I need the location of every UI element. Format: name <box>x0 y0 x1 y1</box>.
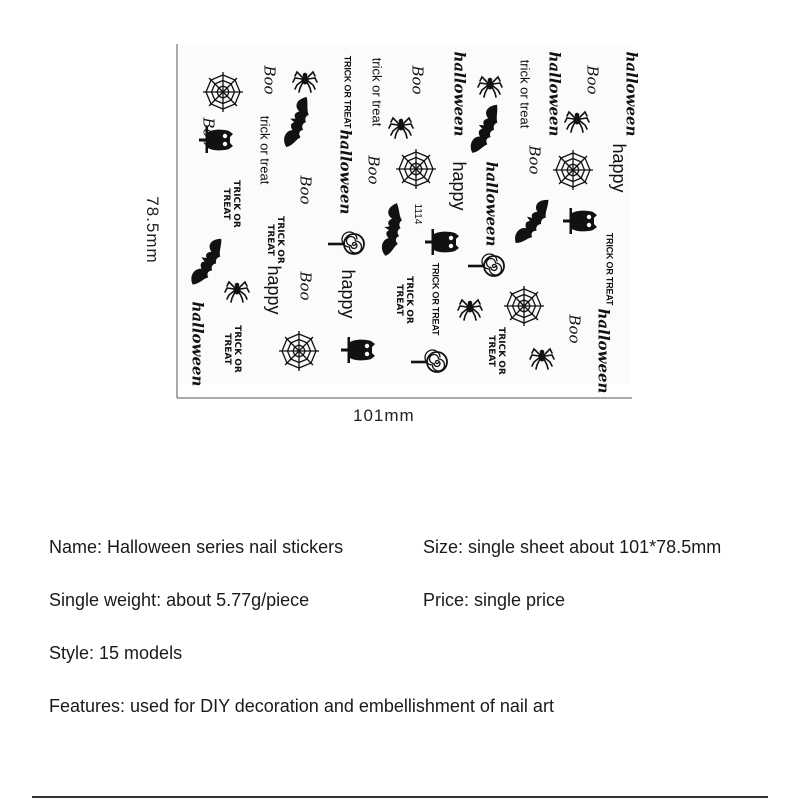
trick-or-treat-stacked-sticker: TRICK OR TREAT <box>486 327 506 375</box>
halloween-sticker: halloween <box>622 51 641 137</box>
boo-sticker: Boo <box>296 271 315 301</box>
happy-sticker: happy <box>338 269 358 319</box>
trick-or-treat-caps-sticker: TRICK OR TREAT <box>430 262 441 336</box>
trick-or-treat-sticker: trick or treat <box>257 115 273 185</box>
happy-sticker: happy <box>449 161 469 211</box>
trick-or-treat-sticker: trick or treat <box>517 59 533 129</box>
halloween-sticker: halloween <box>188 301 207 387</box>
boo-sticker: Boo <box>565 314 584 344</box>
boo-sticker: Boo <box>408 65 427 95</box>
width-label: 101mm <box>353 406 415 425</box>
trick-or-treat-stacked-sticker: TRICK OR TREAT <box>265 216 285 264</box>
model-number: 1114 <box>412 203 423 225</box>
boo-sticker: Boo <box>260 65 279 95</box>
boo-sticker: Boo <box>199 117 218 147</box>
spec-style: Style: 15 models <box>49 643 183 663</box>
spec-weight: Single weight: about 5.77g/piece <box>49 590 310 610</box>
happy-sticker: happy <box>264 265 284 315</box>
trick-or-treat-stacked-sticker: TRICK OR TREAT <box>222 325 242 373</box>
trick-or-treat-caps-sticker: TRICK OR TREAT <box>342 55 353 129</box>
height-label: 78.5mm <box>143 196 162 264</box>
halloween-sticker: halloween <box>545 51 564 137</box>
spec-features: Features: used for DIY decoration and embellishment of nail art <box>49 696 554 716</box>
halloween-sticker: halloween <box>482 161 501 247</box>
boo-sticker: Boo <box>296 175 315 205</box>
bottom-divider <box>32 796 768 798</box>
spec-price: Price: single price <box>423 590 566 610</box>
trick-or-treat-stacked-sticker: TRICK OR TREAT <box>394 276 414 324</box>
trick-or-treat-stacked-sticker: TRICK OR TREAT <box>221 180 241 228</box>
halloween-sticker: halloween <box>336 129 355 215</box>
trick-or-treat-sticker: trick or treat <box>369 57 385 127</box>
trick-or-treat-caps-sticker: TRICK OR TREAT <box>604 232 615 306</box>
boo-sticker: Boo <box>525 145 544 175</box>
halloween-sticker: halloween <box>450 51 469 137</box>
halloween-sticker: halloween <box>594 308 613 394</box>
happy-sticker: happy <box>609 143 629 193</box>
boo-sticker: Boo <box>583 65 602 95</box>
boo-sticker: Boo <box>364 155 383 185</box>
spec-size: Size: single sheet about 101*78.5mm <box>423 537 722 557</box>
spec-name: Name: Halloween series nail stickers <box>49 537 344 557</box>
